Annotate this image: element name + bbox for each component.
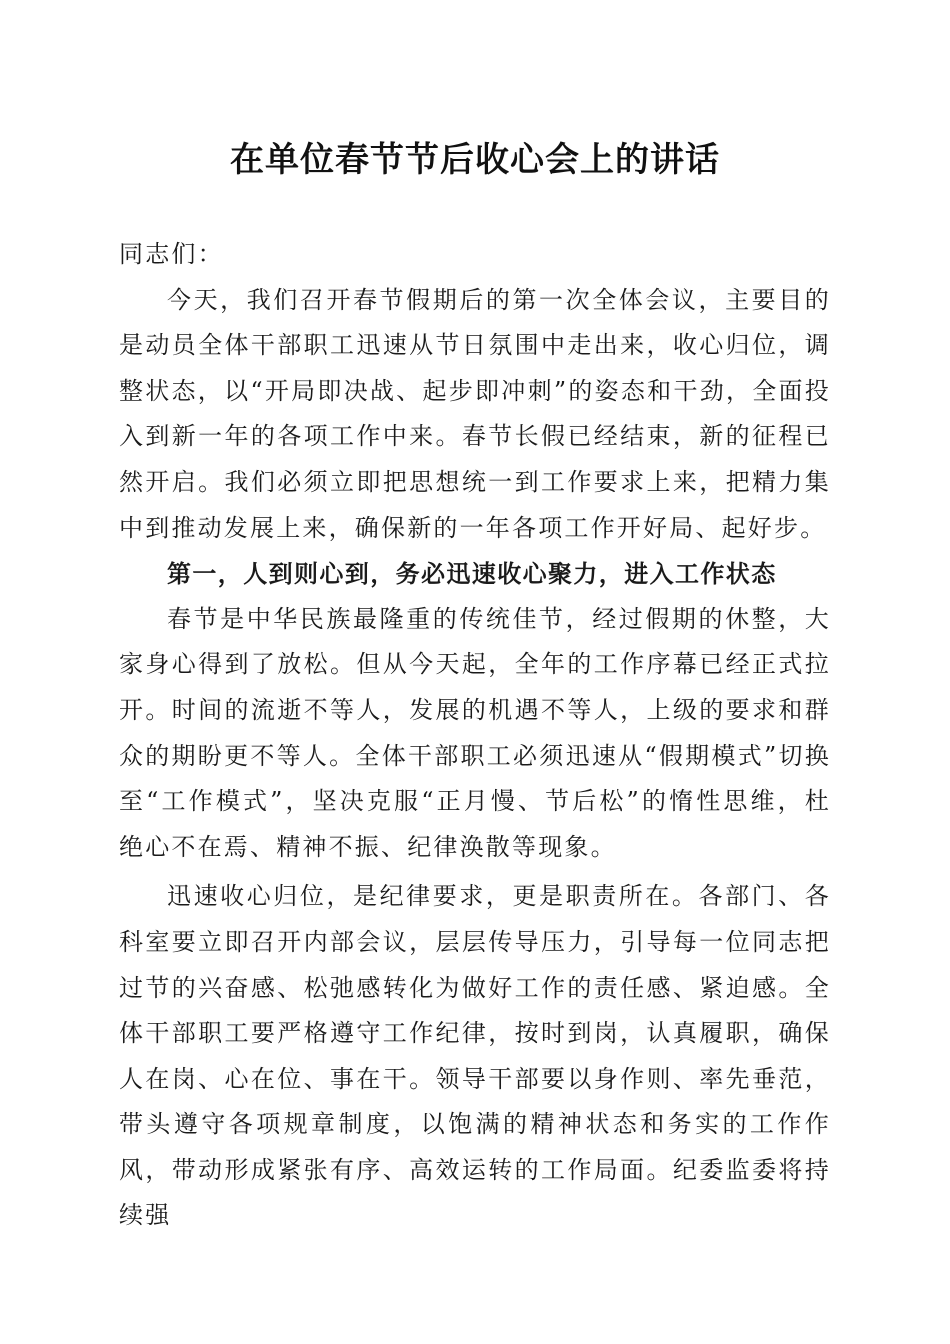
document-body <box>119 232 831 1239</box>
paragraph-section-1-b: 迅速收心归位，是纪律要求，更是职责所在。各部门、各科室要立即召开内部会议，层层传导压力，引导每一位同志把过节的兴奋感、松弛感转化为做好工作的责任感、紧迫感。全体干部职工要严格遵守工作纪律，按时到岗，认真履职，确保人在岗、心在位、事在干。领导干部要以身作则、率先垂范，带头遵守各项规章制度，以饱满的精神状态和务实的工作作风，带动形成紧张有序、高效运转的工作局面。纪委监委将持续强 <box>119 882 831 1230</box>
paragraph-section-1-a: 春节是中华民族最隆重的传统佳节，经过假期的休整，大家身心得到了放松。但从今天起，全年的工作序幕已经正式拉开。时间的流逝不等人，发展的机遇不等人，上级的要求和群众的期盼更不等人。全体干部职工必须迅速从“假期模式”切换至“工作模式”，坚决克服“正月慢、节后松”的惰性思维，杜绝心不在焉、精神不振、纪律涣散等现象。 <box>119 604 831 861</box>
paragraph-intro: 今天，我们召开春节假期后的第一次全体会议，主要目的是动员全体干部职工迅速从节日氛围中走出来，收心归位，调整状态，以“开局即决战、起步即冲刺”的姿态和干劲，全面投入到新一年的各项工作中来。春节长假已经结束，新的征程已然开启。我们必须立即把思想统一到工作要求上来，把精力集中到推动发展上来，确保新的一年各项工作开好局、起好步。 <box>119 285 831 542</box>
section-heading-1: 第一，人到则心到，务必迅速收心聚力，进入工作状态 <box>167 559 777 589</box>
salutation: 同志们： <box>119 240 224 268</box>
document-title: 在单位春节节后收心会上的讲话 <box>230 140 720 180</box>
